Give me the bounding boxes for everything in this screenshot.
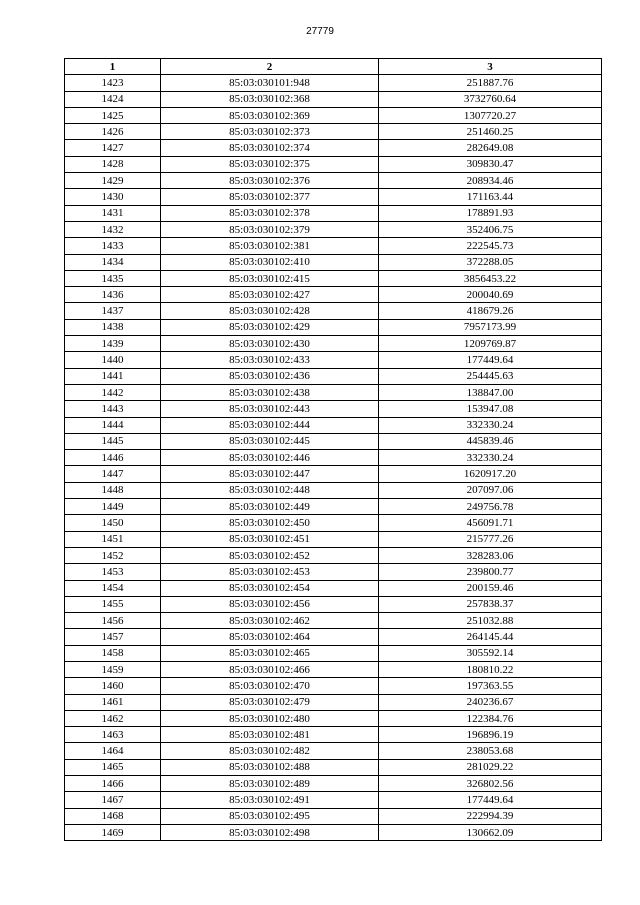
cadastral-number-cell: 85:03:030102:443 bbox=[161, 401, 379, 417]
table-row bbox=[65, 824, 602, 840]
row-number-cell: 1427 bbox=[65, 140, 161, 156]
row-number-cell: 1441 bbox=[65, 368, 161, 384]
value-cell: 309830.47 bbox=[379, 156, 602, 172]
row-number-cell: 1459 bbox=[65, 661, 161, 677]
row-number-cell: 1449 bbox=[65, 499, 161, 515]
row-number-cell: 1425 bbox=[65, 107, 161, 123]
value-cell: 305592.14 bbox=[379, 645, 602, 661]
cadastral-number-cell: 85:03:030102:444 bbox=[161, 417, 379, 433]
row-number-cell: 1456 bbox=[65, 613, 161, 629]
row-number-cell: 1460 bbox=[65, 678, 161, 694]
column-header-1: 1 bbox=[65, 59, 161, 75]
cadastral-number-cell: 85:03:030102:495 bbox=[161, 808, 379, 824]
row-number-cell: 1468 bbox=[65, 808, 161, 824]
table-row bbox=[65, 499, 602, 515]
table-row bbox=[65, 759, 602, 775]
registry-table bbox=[64, 58, 602, 841]
value-cell: 196896.19 bbox=[379, 727, 602, 743]
cadastral-number-cell: 85:03:030102:415 bbox=[161, 270, 379, 286]
row-number-cell: 1450 bbox=[65, 515, 161, 531]
page-number: 27779 bbox=[306, 26, 334, 37]
value-cell: 3732760.64 bbox=[379, 91, 602, 107]
row-number-cell: 1435 bbox=[65, 270, 161, 286]
value-cell: 418679.26 bbox=[379, 303, 602, 319]
cadastral-number-cell: 85:03:030102:453 bbox=[161, 564, 379, 580]
row-number-cell: 1432 bbox=[65, 221, 161, 237]
value-cell: 239800.77 bbox=[379, 564, 602, 580]
row-number-cell: 1443 bbox=[65, 401, 161, 417]
value-cell: 180810.22 bbox=[379, 661, 602, 677]
row-number-cell: 1445 bbox=[65, 433, 161, 449]
row-number-cell: 1469 bbox=[65, 824, 161, 840]
row-number-cell: 1452 bbox=[65, 547, 161, 563]
value-cell: 171163.44 bbox=[379, 189, 602, 205]
row-number-cell: 1447 bbox=[65, 466, 161, 482]
value-cell: 200040.69 bbox=[379, 287, 602, 303]
row-number-cell: 1431 bbox=[65, 205, 161, 221]
table-row bbox=[65, 694, 602, 710]
table-row bbox=[65, 173, 602, 189]
cadastral-number-cell: 85:03:030102:377 bbox=[161, 189, 379, 205]
row-number-cell: 1424 bbox=[65, 91, 161, 107]
value-cell: 251887.76 bbox=[379, 75, 602, 91]
value-cell: 456091.71 bbox=[379, 515, 602, 531]
value-cell: 7957173.99 bbox=[379, 319, 602, 335]
cadastral-number-cell: 85:03:030102:450 bbox=[161, 515, 379, 531]
table-row bbox=[65, 547, 602, 563]
cadastral-number-cell: 85:03:030102:373 bbox=[161, 124, 379, 140]
value-cell: 352406.75 bbox=[379, 221, 602, 237]
row-number-cell: 1434 bbox=[65, 254, 161, 270]
value-cell: 372288.05 bbox=[379, 254, 602, 270]
value-cell: 130662.09 bbox=[379, 824, 602, 840]
cadastral-number-cell: 85:03:030102:376 bbox=[161, 173, 379, 189]
value-cell: 251032.88 bbox=[379, 613, 602, 629]
row-number-cell: 1451 bbox=[65, 531, 161, 547]
cadastral-number-cell: 85:03:030102:429 bbox=[161, 319, 379, 335]
value-cell: 215777.26 bbox=[379, 531, 602, 547]
cadastral-number-cell: 85:03:030102:410 bbox=[161, 254, 379, 270]
value-cell: 238053.68 bbox=[379, 743, 602, 759]
value-cell: 197363.55 bbox=[379, 678, 602, 694]
cadastral-number-cell: 85:03:030102:470 bbox=[161, 678, 379, 694]
value-cell: 177449.64 bbox=[379, 352, 602, 368]
value-cell: 326802.56 bbox=[379, 776, 602, 792]
table-row bbox=[65, 401, 602, 417]
value-cell: 222545.73 bbox=[379, 238, 602, 254]
cadastral-number-cell: 85:03:030102:428 bbox=[161, 303, 379, 319]
value-cell: 222994.39 bbox=[379, 808, 602, 824]
value-cell: 445839.46 bbox=[379, 433, 602, 449]
row-number-cell: 1466 bbox=[65, 776, 161, 792]
row-number-cell: 1436 bbox=[65, 287, 161, 303]
table-row bbox=[65, 743, 602, 759]
table-row bbox=[65, 336, 602, 352]
column-header-3: 3 bbox=[379, 59, 602, 75]
table-row bbox=[65, 205, 602, 221]
cadastral-number-cell: 85:03:030102:489 bbox=[161, 776, 379, 792]
cadastral-number-cell: 85:03:030102:379 bbox=[161, 221, 379, 237]
value-cell: 178891.93 bbox=[379, 205, 602, 221]
cadastral-number-cell: 85:03:030102:480 bbox=[161, 710, 379, 726]
table-row bbox=[65, 710, 602, 726]
table-row bbox=[65, 238, 602, 254]
value-cell: 122384.76 bbox=[379, 710, 602, 726]
value-cell: 254445.63 bbox=[379, 368, 602, 384]
row-number-cell: 1438 bbox=[65, 319, 161, 335]
row-number-cell: 1457 bbox=[65, 629, 161, 645]
table-row bbox=[65, 727, 602, 743]
table-row bbox=[65, 254, 602, 270]
table-row bbox=[65, 792, 602, 808]
cadastral-number-cell: 85:03:030102:452 bbox=[161, 547, 379, 563]
value-cell: 1209769.87 bbox=[379, 336, 602, 352]
table-row bbox=[65, 221, 602, 237]
table-row bbox=[65, 270, 602, 286]
table-row bbox=[65, 629, 602, 645]
row-number-cell: 1467 bbox=[65, 792, 161, 808]
table-row bbox=[65, 482, 602, 498]
table-row bbox=[65, 417, 602, 433]
table-row bbox=[65, 776, 602, 792]
row-number-cell: 1454 bbox=[65, 580, 161, 596]
cadastral-number-cell: 85:03:030102:481 bbox=[161, 727, 379, 743]
table-row bbox=[65, 156, 602, 172]
cadastral-number-cell: 85:03:030102:491 bbox=[161, 792, 379, 808]
table-row bbox=[65, 808, 602, 824]
value-cell: 328283.06 bbox=[379, 547, 602, 563]
table-row bbox=[65, 124, 602, 140]
table-row bbox=[65, 384, 602, 400]
cadastral-number-cell: 85:03:030102:465 bbox=[161, 645, 379, 661]
row-number-cell: 1430 bbox=[65, 189, 161, 205]
value-cell: 240236.67 bbox=[379, 694, 602, 710]
value-cell: 1620917.20 bbox=[379, 466, 602, 482]
row-number-cell: 1446 bbox=[65, 450, 161, 466]
row-number-cell: 1423 bbox=[65, 75, 161, 91]
row-number-cell: 1440 bbox=[65, 352, 161, 368]
cadastral-number-cell: 85:03:030102:449 bbox=[161, 499, 379, 515]
table-row bbox=[65, 91, 602, 107]
value-cell: 251460.25 bbox=[379, 124, 602, 140]
cadastral-number-cell: 85:03:030102:446 bbox=[161, 450, 379, 466]
cadastral-number-cell: 85:03:030102:368 bbox=[161, 91, 379, 107]
row-number-cell: 1462 bbox=[65, 710, 161, 726]
table-row bbox=[65, 368, 602, 384]
table-row bbox=[65, 450, 602, 466]
cadastral-number-cell: 85:03:030102:448 bbox=[161, 482, 379, 498]
cadastral-number-cell: 85:03:030102:433 bbox=[161, 352, 379, 368]
row-number-cell: 1461 bbox=[65, 694, 161, 710]
value-cell: 208934.46 bbox=[379, 173, 602, 189]
table-row bbox=[65, 678, 602, 694]
cadastral-number-cell: 85:03:030102:454 bbox=[161, 580, 379, 596]
cadastral-number-cell: 85:03:030102:438 bbox=[161, 384, 379, 400]
table-row bbox=[65, 645, 602, 661]
value-cell: 282649.08 bbox=[379, 140, 602, 156]
table-row bbox=[65, 580, 602, 596]
cadastral-number-cell: 85:03:030102:378 bbox=[161, 205, 379, 221]
table-row bbox=[65, 303, 602, 319]
row-number-cell: 1426 bbox=[65, 124, 161, 140]
table-row bbox=[65, 564, 602, 580]
table-row bbox=[65, 531, 602, 547]
value-cell: 249756.78 bbox=[379, 499, 602, 515]
cadastral-number-cell: 85:03:030102:498 bbox=[161, 824, 379, 840]
value-cell: 177449.64 bbox=[379, 792, 602, 808]
cadastral-number-cell: 85:03:030102:482 bbox=[161, 743, 379, 759]
table-row bbox=[65, 319, 602, 335]
table-row bbox=[65, 466, 602, 482]
cadastral-number-cell: 85:03:030102:447 bbox=[161, 466, 379, 482]
row-number-cell: 1448 bbox=[65, 482, 161, 498]
value-cell: 138847.00 bbox=[379, 384, 602, 400]
row-number-cell: 1433 bbox=[65, 238, 161, 254]
table-row bbox=[65, 140, 602, 156]
value-cell: 200159.46 bbox=[379, 580, 602, 596]
row-number-cell: 1428 bbox=[65, 156, 161, 172]
cadastral-number-cell: 85:03:030102:488 bbox=[161, 759, 379, 775]
table-row bbox=[65, 433, 602, 449]
cadastral-number-cell: 85:03:030102:375 bbox=[161, 156, 379, 172]
table-row bbox=[65, 287, 602, 303]
cadastral-number-cell: 85:03:030101:948 bbox=[161, 75, 379, 91]
cadastral-number-cell: 85:03:030102:430 bbox=[161, 336, 379, 352]
value-cell: 153947.08 bbox=[379, 401, 602, 417]
value-cell: 257838.37 bbox=[379, 596, 602, 612]
row-number-cell: 1444 bbox=[65, 417, 161, 433]
row-number-cell: 1458 bbox=[65, 645, 161, 661]
cadastral-number-cell: 85:03:030102:456 bbox=[161, 596, 379, 612]
table-row bbox=[65, 352, 602, 368]
value-cell: 1307720.27 bbox=[379, 107, 602, 123]
table-header-row bbox=[65, 59, 602, 75]
row-number-cell: 1463 bbox=[65, 727, 161, 743]
row-number-cell: 1465 bbox=[65, 759, 161, 775]
cadastral-number-cell: 85:03:030102:462 bbox=[161, 613, 379, 629]
value-cell: 207097.06 bbox=[379, 482, 602, 498]
table-body bbox=[65, 75, 602, 841]
table-row bbox=[65, 189, 602, 205]
row-number-cell: 1429 bbox=[65, 173, 161, 189]
row-number-cell: 1455 bbox=[65, 596, 161, 612]
cadastral-number-cell: 85:03:030102:436 bbox=[161, 368, 379, 384]
cadastral-number-cell: 85:03:030102:445 bbox=[161, 433, 379, 449]
row-number-cell: 1437 bbox=[65, 303, 161, 319]
table-row bbox=[65, 107, 602, 123]
value-cell: 332330.24 bbox=[379, 417, 602, 433]
column-header-2: 2 bbox=[161, 59, 379, 75]
value-cell: 264145.44 bbox=[379, 629, 602, 645]
cadastral-number-cell: 85:03:030102:374 bbox=[161, 140, 379, 156]
table-row bbox=[65, 75, 602, 91]
cadastral-number-cell: 85:03:030102:464 bbox=[161, 629, 379, 645]
row-number-cell: 1439 bbox=[65, 336, 161, 352]
cadastral-number-cell: 85:03:030102:451 bbox=[161, 531, 379, 547]
table-row bbox=[65, 661, 602, 677]
cadastral-number-cell: 85:03:030102:427 bbox=[161, 287, 379, 303]
cadastral-number-cell: 85:03:030102:381 bbox=[161, 238, 379, 254]
row-number-cell: 1464 bbox=[65, 743, 161, 759]
cadastral-number-cell: 85:03:030102:466 bbox=[161, 661, 379, 677]
table-row bbox=[65, 596, 602, 612]
value-cell: 3856453.22 bbox=[379, 270, 602, 286]
value-cell: 332330.24 bbox=[379, 450, 602, 466]
row-number-cell: 1453 bbox=[65, 564, 161, 580]
value-cell: 281029.22 bbox=[379, 759, 602, 775]
table-row bbox=[65, 515, 602, 531]
cadastral-number-cell: 85:03:030102:479 bbox=[161, 694, 379, 710]
table-row bbox=[65, 613, 602, 629]
cadastral-number-cell: 85:03:030102:369 bbox=[161, 107, 379, 123]
row-number-cell: 1442 bbox=[65, 384, 161, 400]
